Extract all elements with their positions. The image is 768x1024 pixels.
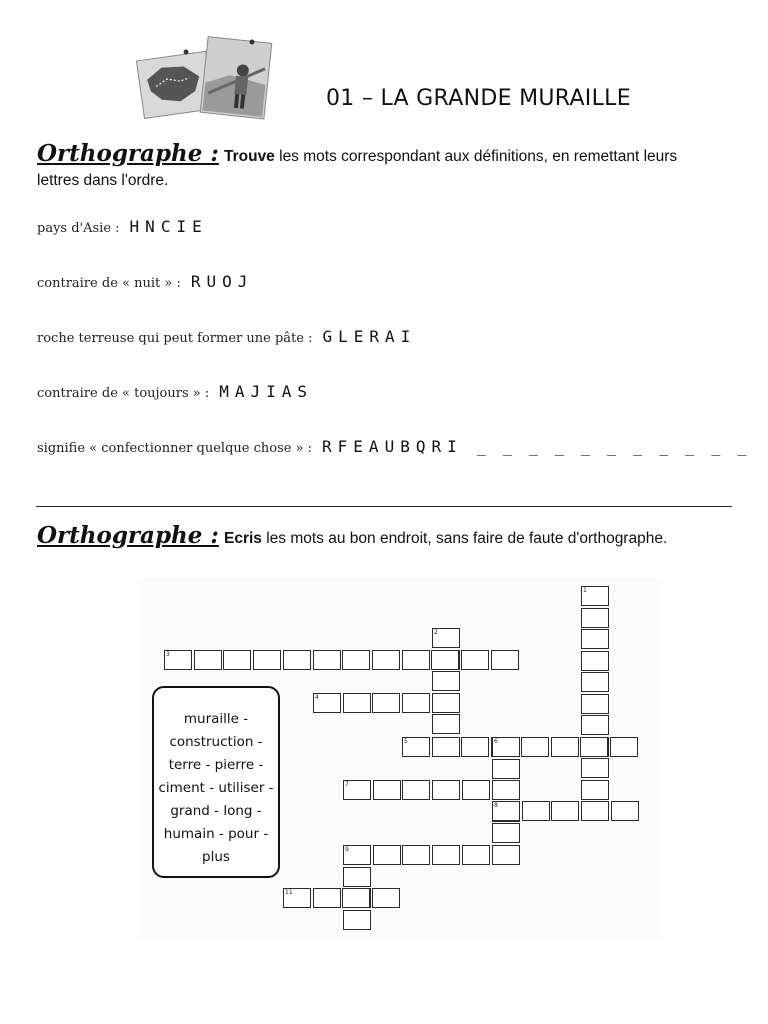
definition-text: roche terreuse qui peut former une pâte : [37, 331, 313, 346]
clue-number: 11 [285, 889, 293, 896]
crossword-cell[interactable] [581, 780, 609, 800]
section1-heading: Orthographe : [37, 140, 219, 167]
crossword-cell[interactable] [461, 737, 489, 757]
scrambled-letters: RUOJ [190, 272, 254, 291]
crossword-cell[interactable] [432, 628, 460, 648]
crossword-cell[interactable] [581, 715, 609, 735]
word-bank-text: muraille - construction - terre - pierre - ciment - utiliser - grand - long - humain - pour - plus [158, 711, 274, 865]
crossword-cell[interactable] [522, 801, 550, 821]
crossword-cell[interactable] [432, 714, 460, 734]
crossword-cell[interactable] [462, 845, 490, 865]
section1-heading-line [37, 140, 677, 167]
crossword-cell[interactable] [402, 737, 430, 757]
section1-instruction-continued: lettres dans l'ordre. [37, 172, 169, 189]
crossword-cell[interactable] [343, 845, 371, 865]
clue-number: 5 [404, 738, 408, 745]
page-title: 01 – LA GRANDE MURAILLE [326, 86, 631, 111]
definition-item-5 [37, 437, 750, 456]
scrambled-letters: HNCIE [129, 217, 208, 236]
clue-number: 3 [166, 651, 170, 658]
crossword-cell[interactable] [402, 845, 430, 865]
scrambled-letters: GLERAI [322, 327, 417, 346]
clue-number: 6 [494, 738, 498, 745]
crossword-cell[interactable] [283, 650, 311, 670]
crossword-cell[interactable] [432, 780, 460, 800]
crossword-cell[interactable] [431, 650, 459, 670]
section2-heading: Orthographe : [37, 522, 219, 549]
definition-text: contraire de « toujours » : [37, 386, 210, 401]
section1-instruction-bold: Trouve [223, 148, 275, 165]
section2-instruction-bold: Ecris [223, 530, 262, 547]
crossword-cell[interactable] [343, 693, 371, 713]
crossword-cell[interactable] [610, 737, 638, 757]
crossword-cell[interactable] [342, 888, 370, 908]
crossword-cell[interactable] [581, 672, 609, 692]
crossword-cell[interactable] [343, 910, 371, 930]
crossword-cell[interactable] [581, 586, 609, 606]
crossword-cell[interactable] [581, 651, 609, 671]
crossword-cell[interactable] [581, 629, 609, 649]
crossword-cell[interactable] [313, 693, 341, 713]
definition-item-4 [37, 382, 313, 401]
crossword-cell[interactable] [253, 650, 281, 670]
crossword-cell[interactable] [581, 801, 609, 821]
crossword-cell[interactable] [581, 758, 609, 778]
definition-item-2 [37, 272, 253, 291]
crossword-cell[interactable] [342, 650, 370, 670]
crossword-cell[interactable] [492, 845, 520, 865]
clue-number: 4 [315, 694, 319, 701]
crossword-cell[interactable] [492, 759, 520, 779]
crossword-cell[interactable] [432, 671, 460, 691]
crossword-cell[interactable] [313, 650, 341, 670]
definition-text: pays d'Asie : [37, 221, 120, 236]
header-illustration [134, 36, 280, 122]
definition-item-3 [37, 327, 416, 346]
clue-number: 7 [345, 781, 349, 788]
crossword-cell[interactable] [402, 780, 430, 800]
crossword-cell[interactable] [581, 694, 609, 714]
scrambled-letters: MAJIAS [219, 382, 314, 401]
definition-text: contraire de « nuit » : [37, 276, 181, 291]
clue-number: 1 [583, 587, 587, 594]
crossword-cell[interactable] [580, 737, 608, 757]
crossword-cell[interactable] [402, 693, 430, 713]
crossword-cell[interactable] [343, 867, 371, 887]
clue-number: 9 [345, 846, 349, 853]
crossword-cell[interactable] [373, 845, 401, 865]
crossword-cell[interactable] [372, 693, 400, 713]
crossword-cell[interactable] [461, 650, 489, 670]
word-bank [152, 686, 280, 878]
crossword-cell[interactable] [313, 888, 341, 908]
crossword-cell[interactable] [432, 737, 460, 757]
section2-instruction [224, 530, 667, 547]
crossword-cell[interactable] [432, 845, 460, 865]
crossword-cell[interactable] [164, 650, 192, 670]
crossword-cell[interactable] [492, 737, 520, 757]
section2-instruction-rest: les mots au bon endroit, sans faire de faute d'orthographe. [261, 530, 668, 547]
section2-heading-line [37, 522, 667, 549]
definition-text: signifie « confectionner quelque chose » : [37, 441, 313, 456]
crossword-cell[interactable] [492, 801, 520, 821]
clue-number: 8 [494, 802, 498, 809]
crossword-cell[interactable] [343, 780, 371, 800]
crossword-cell[interactable] [194, 650, 222, 670]
answer-blanks[interactable]: _ _ _ _ _ _ _ _ _ _ _ [476, 438, 751, 456]
section1-instruction-rest: les mots correspondant aux définitions, en remettant leurs [274, 148, 678, 165]
scrambled-letters: RFEAUBQRI [322, 437, 463, 456]
crossword-cell[interactable] [372, 650, 400, 670]
crossword-cell[interactable] [611, 801, 639, 821]
crossword-cell[interactable] [491, 650, 519, 670]
crossword-cell[interactable] [551, 737, 579, 757]
crossword-cell[interactable] [492, 823, 520, 843]
crossword-cell[interactable] [462, 780, 490, 800]
crossword-cell[interactable] [373, 780, 401, 800]
crossword-cell[interactable] [581, 608, 609, 628]
crossword-cell[interactable] [372, 888, 400, 908]
clue-number: 2 [434, 629, 438, 636]
crossword-cell[interactable] [521, 737, 549, 757]
crossword-cell[interactable] [492, 780, 520, 800]
crossword-cell[interactable] [402, 650, 430, 670]
crossword-cell[interactable] [283, 888, 311, 908]
section1-instruction [224, 148, 677, 165]
crossword-cell[interactable] [223, 650, 251, 670]
crossword-cell[interactable] [432, 693, 460, 713]
crossword-cell[interactable] [551, 801, 579, 821]
section-divider [36, 506, 732, 507]
definition-item-1 [37, 217, 208, 236]
